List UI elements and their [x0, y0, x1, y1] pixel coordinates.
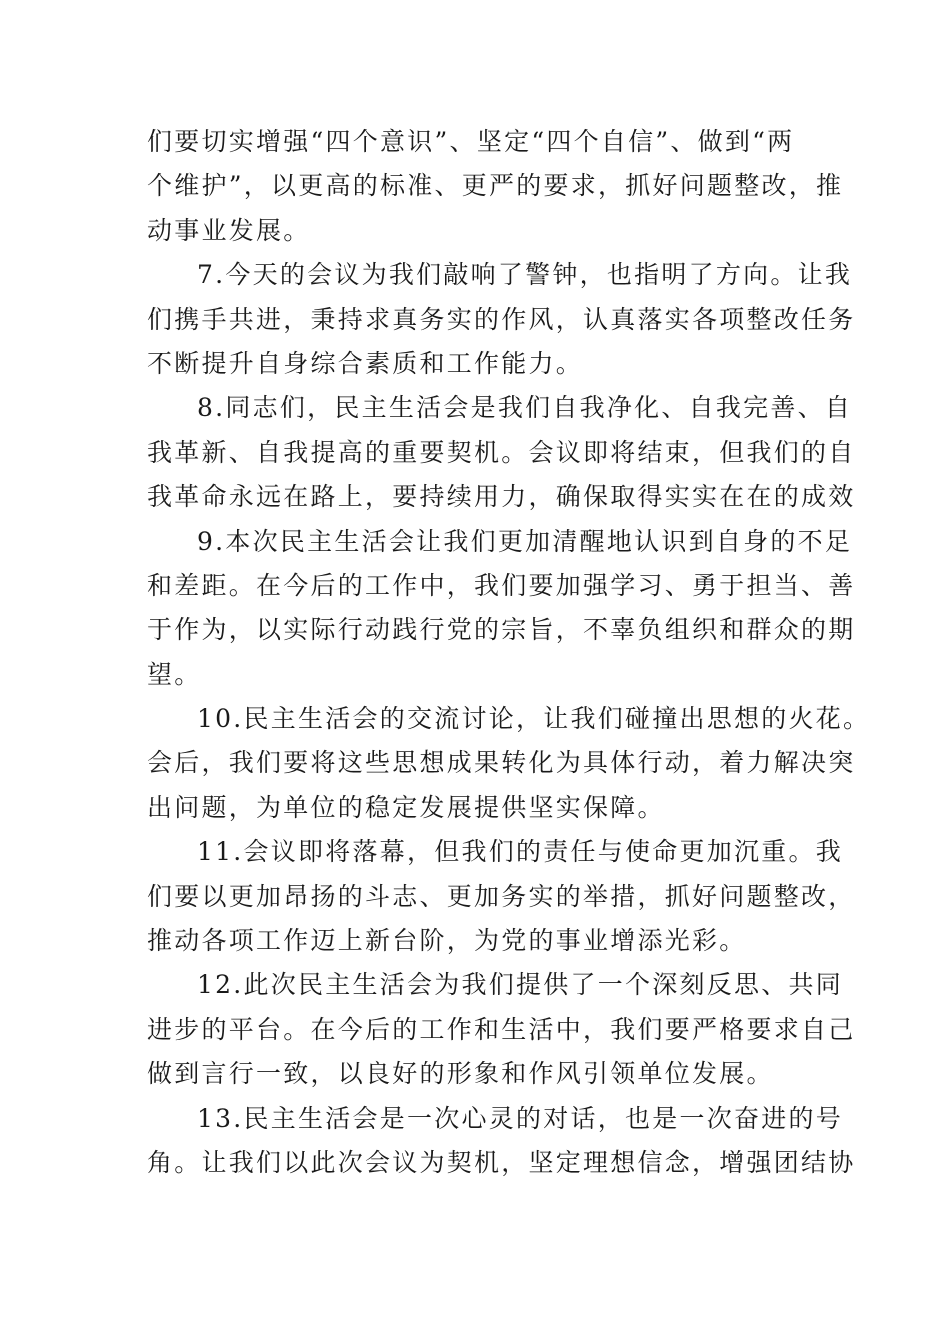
text-line: 会后，我们要将这些思想成果转化为具体行动，着力解决突 — [147, 748, 856, 778]
text-line: 8.同志们，民主生活会是我们自我净化、自我完善、自 — [197, 393, 853, 423]
text-line: 10.民主生活会的交流讨论，让我们碰撞出思想的火花。 — [197, 704, 871, 734]
text-line: 12.此次民主生活会为我们提供了一个深刻反思、共同 — [197, 970, 844, 1000]
text-line: 进步的平台。在今后的工作和生活中，我们要严格要求自己 — [147, 1014, 856, 1044]
text-line: 出问题，为单位的稳定发展提供坚实保障。 — [147, 792, 665, 822]
text-line: 我革新、自我提高的重要契机。会议即将结束，但我们的自 — [147, 437, 856, 467]
paragraph-item-10 — [147, 697, 871, 830]
text-line: 不断提升自身综合素质和工作能力。 — [147, 348, 584, 378]
paragraph-item-12 — [147, 963, 856, 1096]
paragraph-item-13 — [147, 1097, 856, 1186]
paragraph-continuation — [147, 120, 844, 253]
text-line: 做到言行一致，以良好的形象和作风引领单位发展。 — [147, 1059, 774, 1089]
text-line: 和差距。在今后的工作中，我们要加强学习、勇于担当、善 — [147, 570, 856, 600]
text-line: 们要以更加昂扬的斗志、更加务实的举措，抓好问题整改， — [147, 881, 856, 911]
text-line: 个维护”，以更高的标准、更严的要求，抓好问题整改，推 — [147, 171, 844, 201]
text-line: 11.会议即将落幕，但我们的责任与使命更加沉重。我 — [197, 837, 844, 867]
text-line: 我革命永远在路上，要持续用力，确保取得实实在在的成效 — [147, 482, 856, 512]
text-line: 于作为，以实际行动践行党的宗旨，不辜负组织和群众的期 — [147, 615, 856, 645]
paragraph-item-7 — [147, 253, 856, 386]
paragraph-item-9 — [147, 520, 856, 698]
text-line: 们携手共进，秉持求真务实的作风，认真落实各项整改任务 — [147, 304, 856, 334]
paragraph-item-11 — [147, 830, 856, 963]
text-line: 动事业发展。 — [147, 215, 311, 245]
text-line: 13.民主生活会是一次心灵的对话，也是一次奋进的号 — [197, 1103, 844, 1133]
text-line: 角。让我们以此次会议为契机，坚定理想信念，增强团结协 — [147, 1147, 856, 1177]
paragraph-item-8 — [147, 386, 856, 519]
text-line: 推动各项工作迈上新台阶，为党的事业增添光彩。 — [147, 926, 747, 956]
document-body — [147, 120, 871, 1185]
text-line: 7.今天的会议为我们敲响了警钟，也指明了方向。让我 — [197, 260, 853, 290]
text-line: 们要切实增强“四个意识”、坚定“四个自信”、做到“两 — [147, 127, 795, 156]
text-line: 9.本次民主生活会让我们更加清醒地认识到自身的不足 — [197, 526, 853, 556]
text-line: 望。 — [147, 659, 202, 689]
